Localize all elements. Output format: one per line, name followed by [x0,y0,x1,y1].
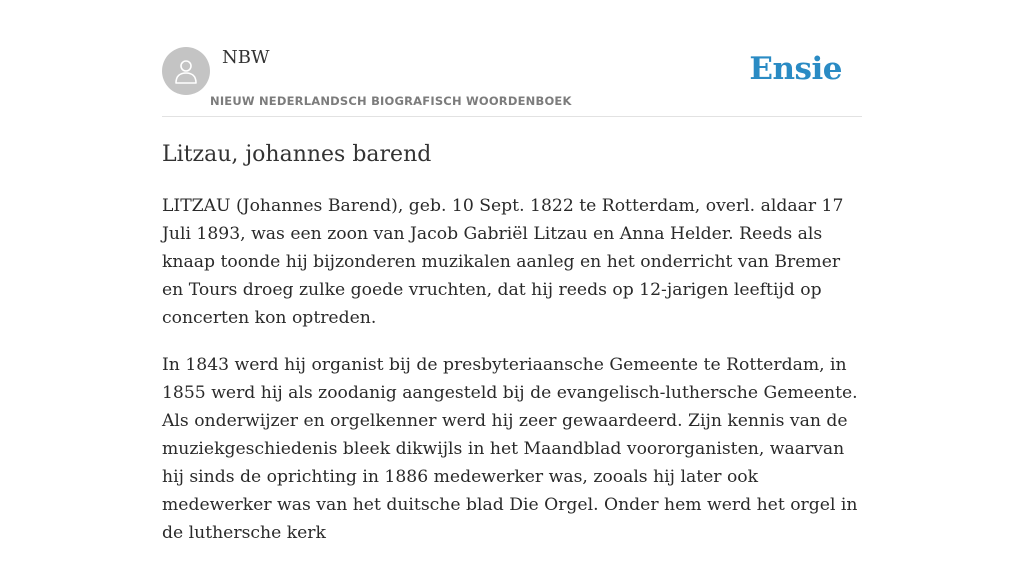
article-title: Litzau, johannes barend [162,142,432,167]
article-paragraph: In 1843 werd hij organist bij de presbyteriaansche Gemeente te Rotterdam, in 1855 werd hij als zoodanig aangesteld bij de evangelisch-luthersche Gemeente. Als onderwijzer en orgelkenner werd hij zeer gewaardeerd. Zijn kennis van de muziekgeschiedenis bleek dikwijls in het Maandblad voororganisten, waarvan hij sinds de oprichting in 1886 medewerker was, zooals hij later ook medewerker was van het duitsche blad Die Orgel. Onder hem werd het orgel in de luthersche kerk [162,355,858,543]
source-full-name[interactable]: NIEUW NEDERLANDSCH BIOGRAFISCH WOORDENBOEK [210,94,572,108]
source-name[interactable]: NBW [222,47,270,68]
content-column [162,0,862,543]
avatar[interactable] [162,47,210,95]
brand-logo[interactable]: Ensie [749,51,842,87]
source-header [162,0,862,117]
article-paragraph: LITZAU (Johannes Barend), geb. 10 Sept. 1822 te Rotterdam, overl. aldaar 17 Juli 1893, was een zoon van Jacob Gabriël Litzau en Anna Helder. Reeds als knaap toonde hij bijzonderen muzikalen aanleg en het onderricht van Bremer en Tours droeg zulke goede vruchten, dat hij reeds op 12-jarigen leeftijd op concerten kon optreden. [162,196,844,328]
user-icon [171,56,201,86]
article-body [162,192,862,566]
